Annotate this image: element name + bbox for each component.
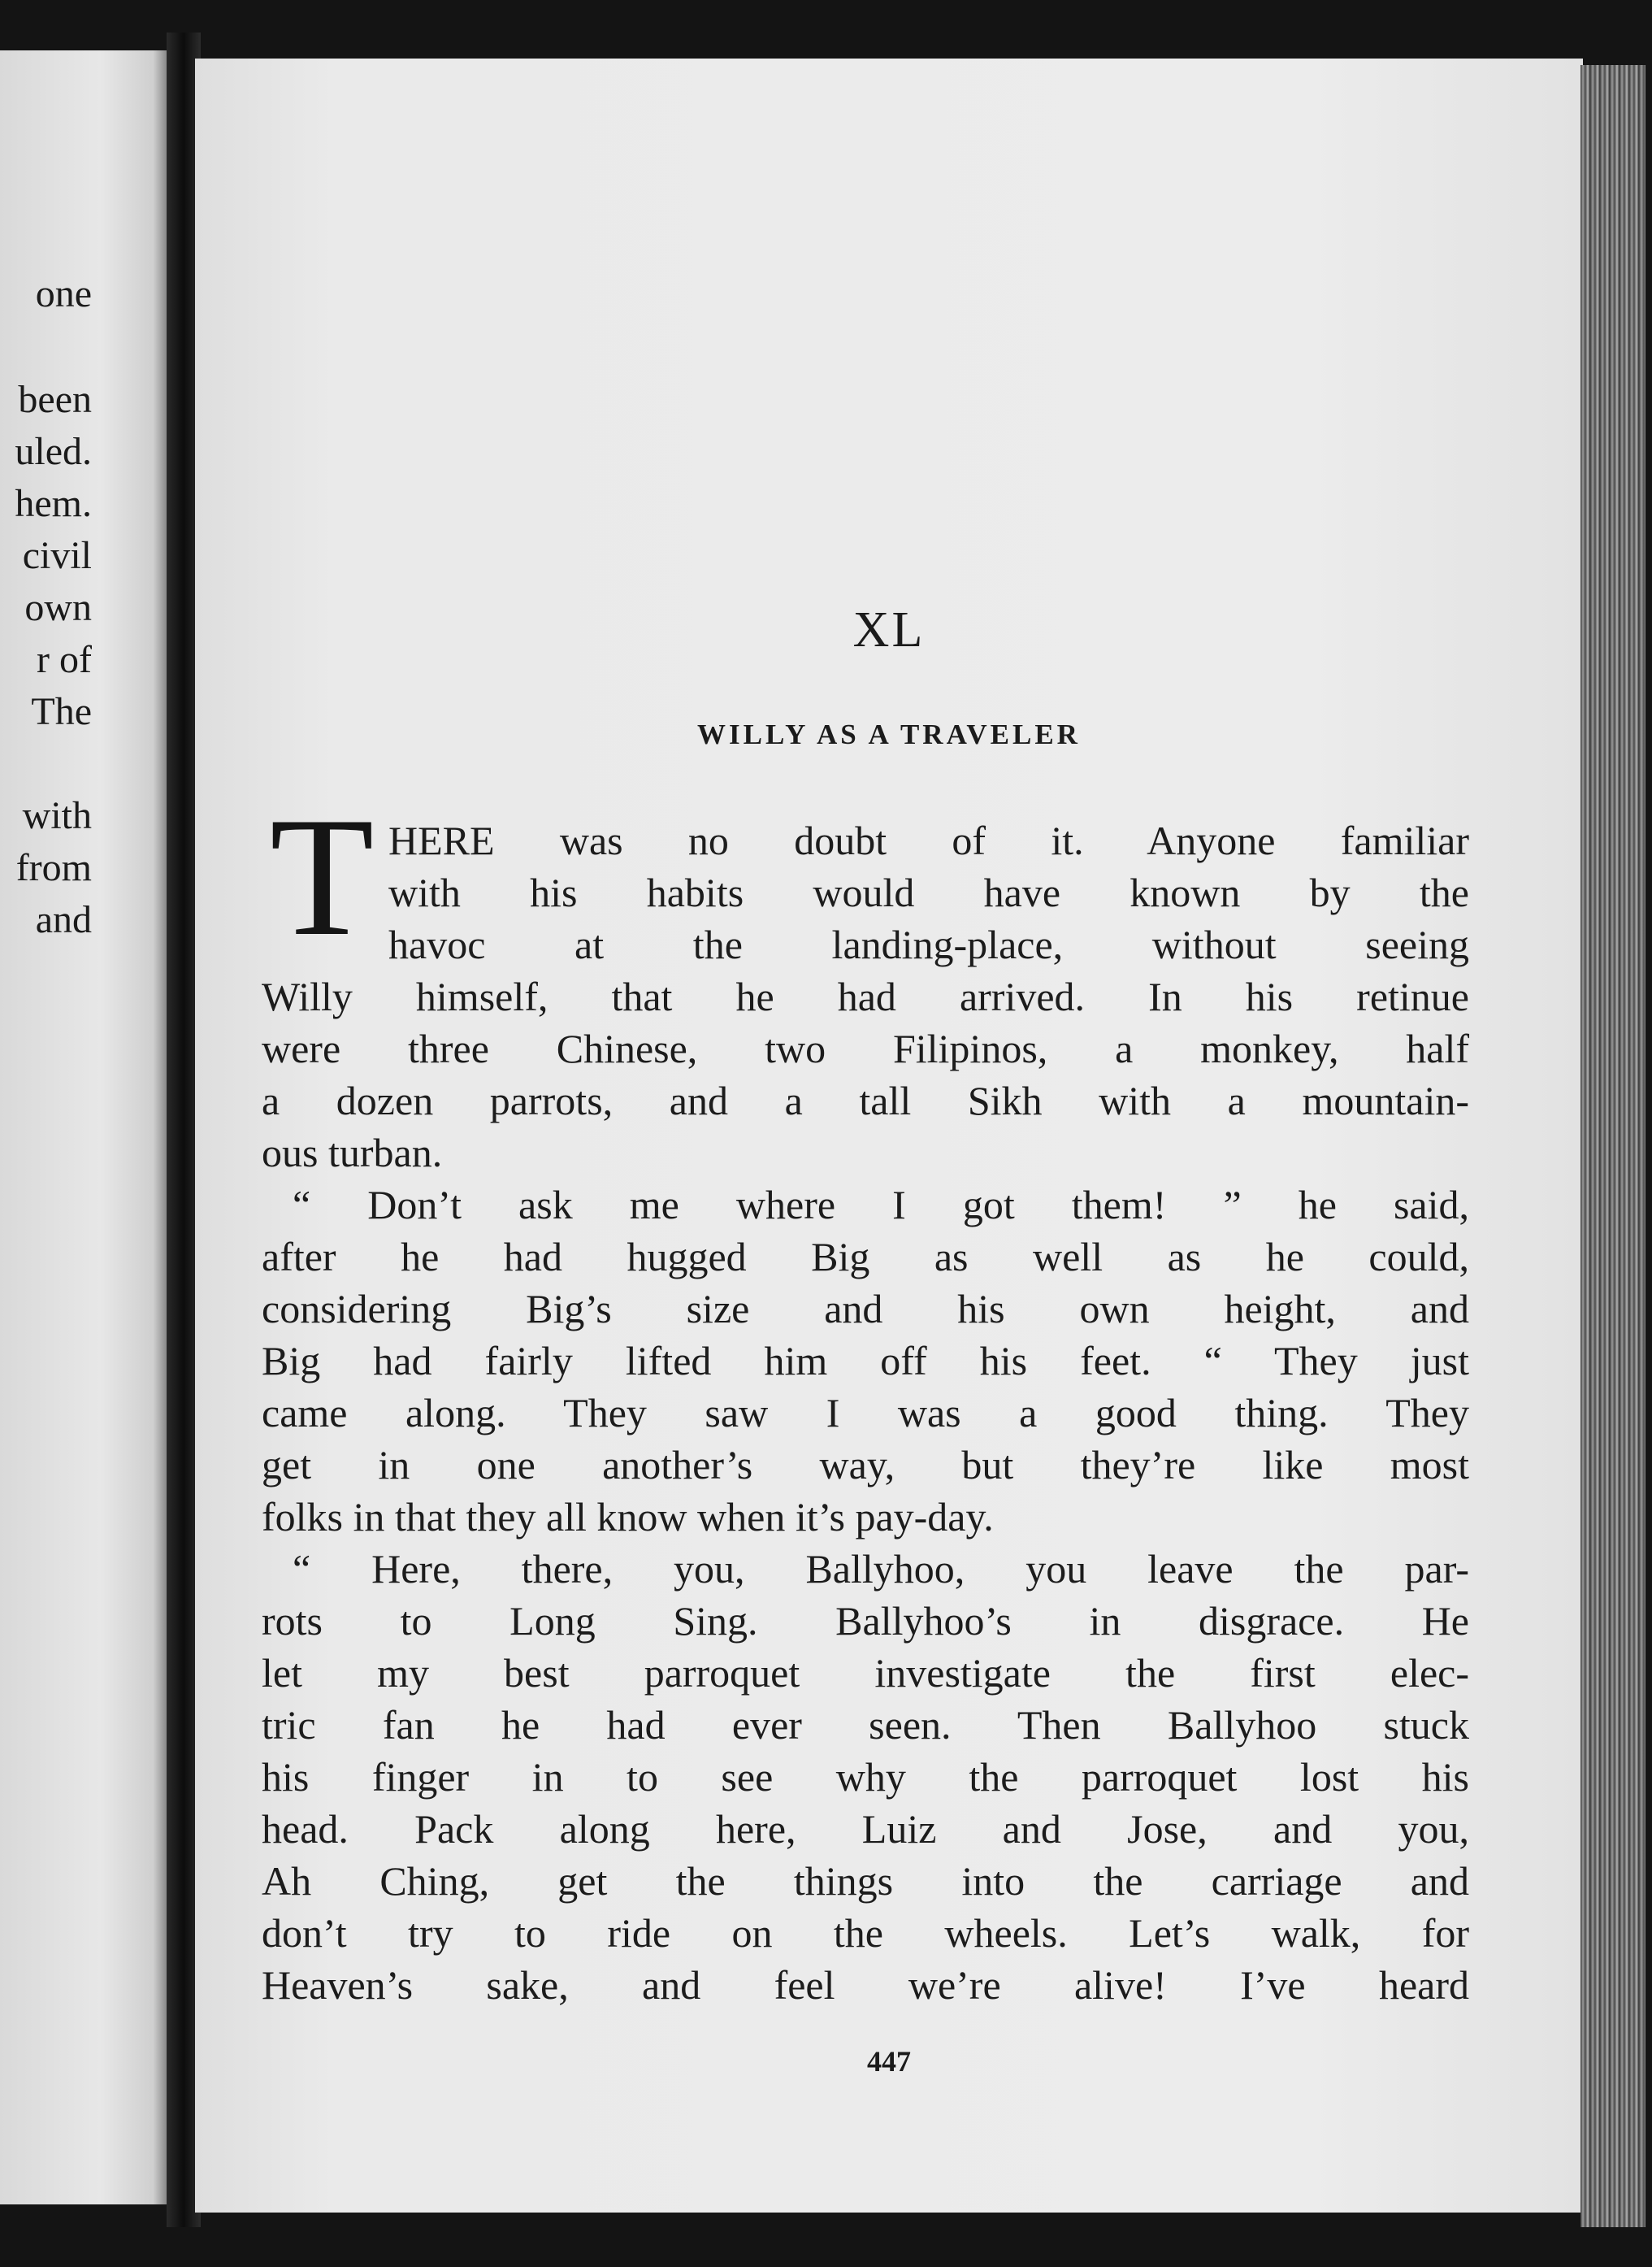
previous-page-line: and: [35, 898, 92, 941]
text-line: HERE was no doubt of it. Anyone familiar: [388, 818, 1469, 863]
text-line: his finger in to see why the parroquet lost his: [262, 1754, 1469, 1800]
text-line: “ Here, there, you, Ballyhoo, you leave the par-: [293, 1546, 1469, 1592]
previous-page-line: civil: [22, 534, 92, 577]
previous-page-line: been: [18, 378, 92, 421]
drop-cap: T: [270, 783, 375, 971]
page-number: 447: [867, 2045, 911, 2078]
text-line: Ah Ching, get the things into the carriage and: [262, 1858, 1469, 1904]
text-line: were three Chinese, two Filipinos, a monkey, half: [262, 1026, 1469, 1071]
text-line: came along. They saw I was a good thing. They: [262, 1390, 1469, 1435]
previous-page-line: one: [35, 272, 92, 315]
text-line: “ Don’t ask me where I got them! ” he said,: [293, 1182, 1469, 1227]
previous-page-line: hem.: [15, 482, 92, 525]
text-line: ous turban.: [262, 1130, 443, 1175]
previous-page-line: r of: [37, 638, 92, 681]
previous-page: [0, 50, 167, 2204]
page-edges: [1580, 65, 1645, 2227]
text-line: a dozen parrots, and a tall Sikh with a mountain-: [262, 1078, 1469, 1123]
book-page: [195, 59, 1583, 2213]
text-line: Heaven’s sake, and feel we’re alive! I’ve heard: [262, 1962, 1469, 2008]
previous-page-line: uled.: [15, 430, 92, 473]
text-line: with his habits would have known by the: [388, 870, 1469, 915]
previous-page-line: own: [24, 586, 92, 629]
text-line: after he had hugged Big as well as he could,: [262, 1234, 1469, 1279]
text-line: rots to Long Sing. Ballyhoo’s in disgrace. He: [262, 1598, 1469, 1644]
chapter-title: WILLY AS A TRAVELER: [697, 719, 1081, 750]
previous-page-line: from: [15, 846, 92, 889]
text-line: considering Big’s size and his own height, and: [262, 1286, 1469, 1331]
text-line: head. Pack along here, Luiz and Jose, and you,: [262, 1806, 1469, 1852]
text-line: folks in that they all know when it’s pay-day.: [262, 1494, 994, 1540]
text-line: havoc at the landing-place, without seeing: [388, 922, 1469, 967]
previous-page-line: with: [22, 794, 92, 837]
text-line: Big had fairly lifted him off his feet. “ They just: [262, 1338, 1469, 1383]
text-line: don’t try to ride on the wheels. Let’s walk, for: [262, 1910, 1469, 1956]
text-line: let my best parroquet investigate the first elec-: [262, 1650, 1469, 1696]
text-line: get in one another’s way, but they’re like most: [262, 1442, 1469, 1487]
previous-page-line: The: [31, 690, 92, 733]
text-line: Willy himself, that he had arrived. In his retinue: [262, 974, 1469, 1019]
text-line: tric fan he had ever seen. Then Ballyhoo stuck: [262, 1702, 1469, 1748]
chapter-number: XL: [852, 602, 926, 658]
